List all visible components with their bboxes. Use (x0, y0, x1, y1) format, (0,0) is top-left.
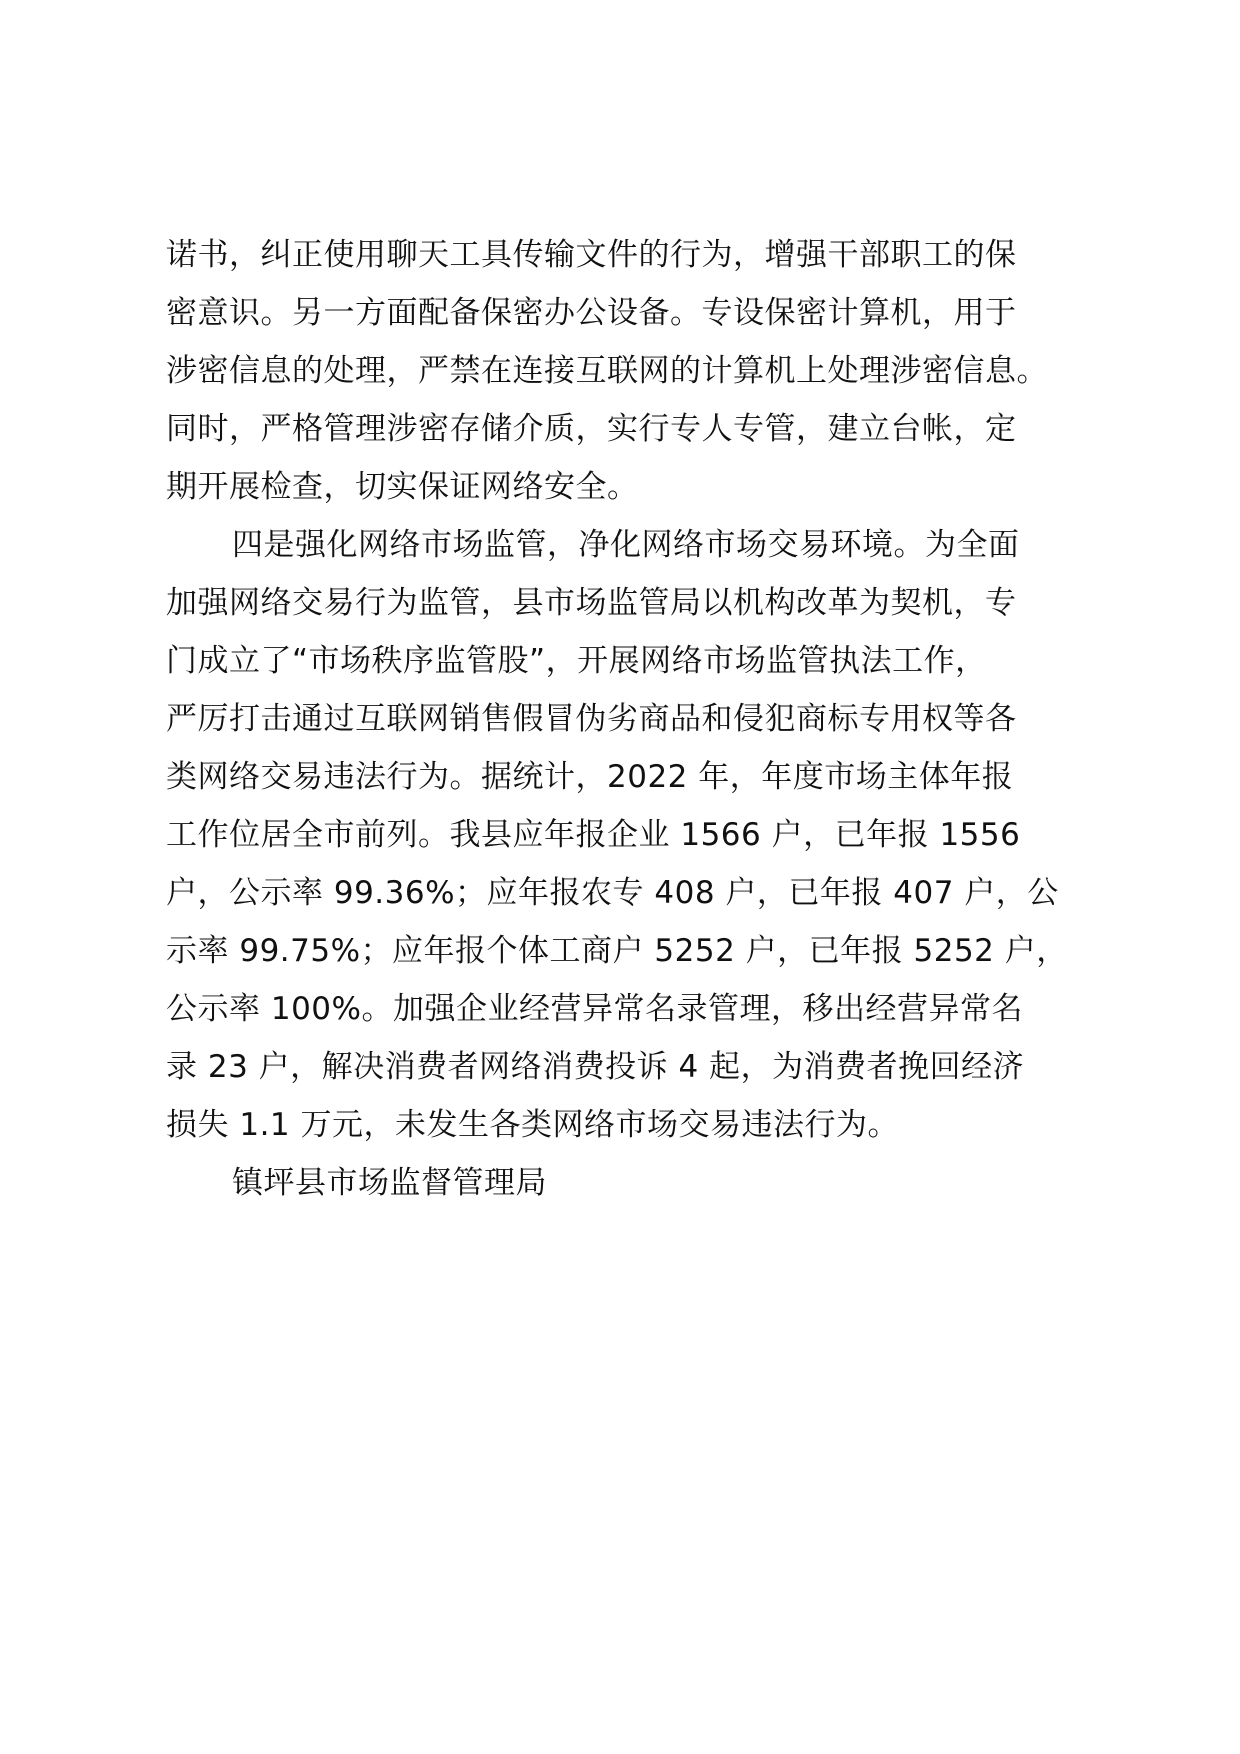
paragraph-line: 涉密信息的处理，严禁在连接互联网的计算机上处理涉密信息。 (166, 353, 1048, 389)
document-body (166, 226, 1106, 1212)
paragraph-line: 公示率 100%。加强企业经营异常名录管理，移出经营异常名 (166, 991, 1023, 1027)
paragraph-line: 类网络交易违法行为。据统计，2022 年，年度市场主体年报 (166, 759, 1014, 795)
paragraph-line: 加强网络交易行为监管，县市场监管局以机构改革为契机，专 (166, 585, 1017, 621)
paragraph-line: 工作位居全市前列。我县应年报企业 1566 户，已年报 1556 (166, 817, 1021, 853)
paragraph-line: 密意识。另一方面配备保密办公设备。专设保密计算机，用于 (166, 295, 1017, 331)
paragraph-line: 损失 1.1 万元，未发生各类网络市场交易违法行为。 (166, 1107, 900, 1143)
signature-org: 镇坪县市场监督管理局 (232, 1165, 547, 1201)
paragraph-line: 同时，严格管理涉密存储介质，实行专人专管，建立台帐，定 (166, 411, 1017, 447)
paragraph-line: 录 23 户，解决消费者网络消费投诉 4 起，为消费者挽回经济 (166, 1049, 1025, 1085)
paragraph-line: 示率 99.75%；应年报个体工商户 5252 户，已年报 5252 户， (166, 933, 1068, 969)
paragraph-line: 期开展检查，切实保证网络安全。 (166, 469, 639, 505)
paragraph-line: 户，公示率 99.36%；应年报农专 408 户，已年报 407 户，公 (166, 875, 1059, 911)
paragraph-line: 门成立了“市场秩序监管股”，开展网络市场监管执法工作， (166, 643, 987, 679)
paragraph-line: 四是强化网络市场监管，净化网络市场交易环境。为全面 (232, 527, 1020, 563)
paragraph-line: 严厉打击通过互联网销售假冒伪劣商品和侵犯商标专用权等各 (166, 701, 1017, 737)
paragraph-line: 诺书，纠正使用聊天工具传输文件的行为，增强干部职工的保 (166, 237, 1017, 273)
